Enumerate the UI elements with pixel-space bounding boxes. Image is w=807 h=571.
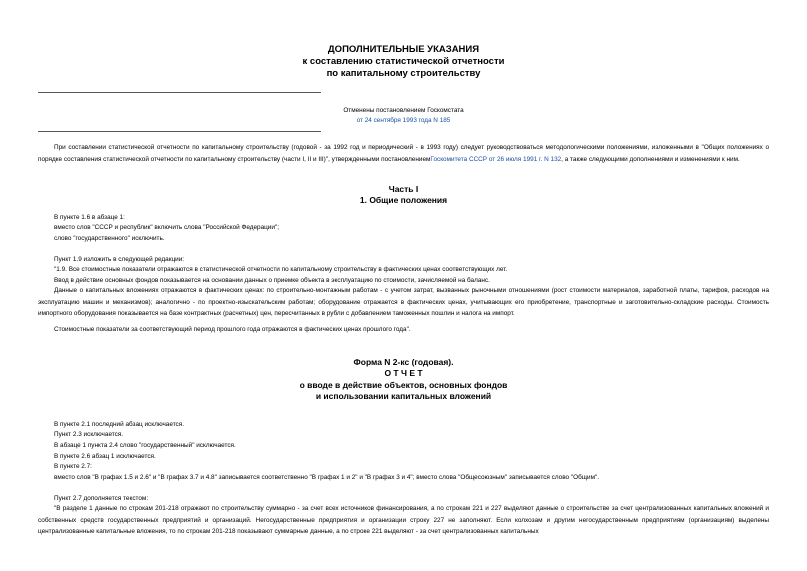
part-heading: Часть I: [388, 184, 419, 194]
p19-line-4: Данные о капитальных вложениях отражаются в фактических ценах: по строительно-монтажным работам - с учетом затрат, вызванных рыночными отношениями (рост стоимости материалов, заработной платы, тарифов, расходов на эксплуатацию машин и механизмов); аналогично - по проектно-изыскательским работам; оборудование отражается в фактических ценах, учитывающих его приобретение, транспортные и заготовительно-складские расходы. Стоимость импортного оборудования показывается на базе контрактных (расчетных) цен, пересчитанных в рубли с добавлением таможенных пошлин и налога на импорт.: [38, 287, 769, 317]
form-item-5: В пункте 2.7:: [54, 463, 92, 470]
decree-link[interactable]: Госкомитета СССР от 26 июля 1991 г. N 132: [430, 155, 562, 163]
p27-line-2: "В разделе 1 данные по строкам 201-218 отражают по строительству суммарно - за счет всех источников финансирования, а по строкам 221 и 227 выделяют данные о строительстве за счет централизованных капитальных вложений и собственных средств государственных предприятий и организаций. Негосударственные предприятия и организации строку 227 не заполняют. Если колхозам и другим негосударственным предприятиям (организациям) выделены централизованные капитальные вложения, то по строкам 201-218 показывают суммарные данные, а по строке 221 выделяют - за счет централизованных капитальных: [38, 505, 769, 535]
cancel-link[interactable]: от 24 сентября 1993 года N 185: [356, 117, 451, 124]
form-item-1: В пункте 2.1 последний абзац исключается.: [54, 421, 184, 428]
p16-line-3: слово "государственного" исключить.: [54, 235, 165, 242]
p19-line-1: Пункт 1.9 изложить в следующей редакции:: [54, 256, 185, 263]
form-subtitle-2: и использовании капитальных вложений: [315, 391, 492, 401]
p27-line-1: Пункт 2.7 дополняется текстом:: [54, 495, 149, 502]
intro-paragraph: [38, 142, 769, 165]
section-heading: 1. Общие положения: [359, 195, 448, 205]
form-report: О Т Ч Е Т: [384, 368, 423, 378]
document-title: ДОПОЛНИТЕЛЬНЫЕ УКАЗАНИЯ: [327, 44, 480, 55]
form-item-3: В абзаце 1 пункта 2.4 слово "государственный" исключается.: [54, 442, 236, 449]
document-subtitle-1: к составлению статистической отчетности: [302, 56, 505, 67]
p19-line-3: Ввод в действие основных фондов показывается на основании данных о приемке объекта в эксплуатацию по стоимости, зачисляемой на баланс.: [54, 277, 490, 284]
intro-text-2: , а также следующими дополнениями и изменениями к ним.: [561, 155, 740, 163]
p19-line-5: Стоимостные показатели за соответствующий период прошлого года отражаются в фактических ценах прошлого года".: [54, 326, 411, 333]
form-item-4: В пункте 2.6 абзац 1 исключается.: [54, 453, 156, 460]
intro-text-1: При составлении статистической отчетности по капитальному строительству (годовой - за 1992 год и периодический - в 1993 году) следует руководствоваться методологическими положениями, изложенными в "Общих положениях о порядке составления статистической отчетности по капитальному строительству (части I, II и III)", утвержденными постановлением: [38, 144, 769, 163]
p16-line-2: вместо слов "СССР и республик" включить слова "Российской Федерации";: [54, 224, 279, 231]
cancel-note: Отменены постановлением Госкомстата: [343, 107, 464, 114]
document-subtitle-2: по капитальному строительству: [326, 68, 481, 79]
form-item-2: Пункт 2.3 исключается.: [54, 431, 124, 438]
form-title: Форма N 2-кс (годовая).: [353, 357, 454, 367]
form-item-6: вместо слов "В графах 1.5 и 2.6" и "В графах 3.7 и 4.8" записывается соответственно "В графах 1 и 2" и "В графах 3 и 4"; вместо слова "Общесоюзным" записывается слово "Общим".: [54, 474, 600, 481]
p19-line-2: "1.9. Все стоимостные показатели отражаются в статистической отчетности по капитальному строительству в фактических ценах соответствующих лет.: [54, 266, 508, 273]
divider-bottom: [38, 131, 321, 132]
form-subtitle-1: о вводе в действие объектов, основных фондов: [299, 380, 508, 390]
p16-line-1: В пункте 1.6 в абзаце 1:: [54, 214, 125, 221]
divider-top: [38, 92, 321, 93]
